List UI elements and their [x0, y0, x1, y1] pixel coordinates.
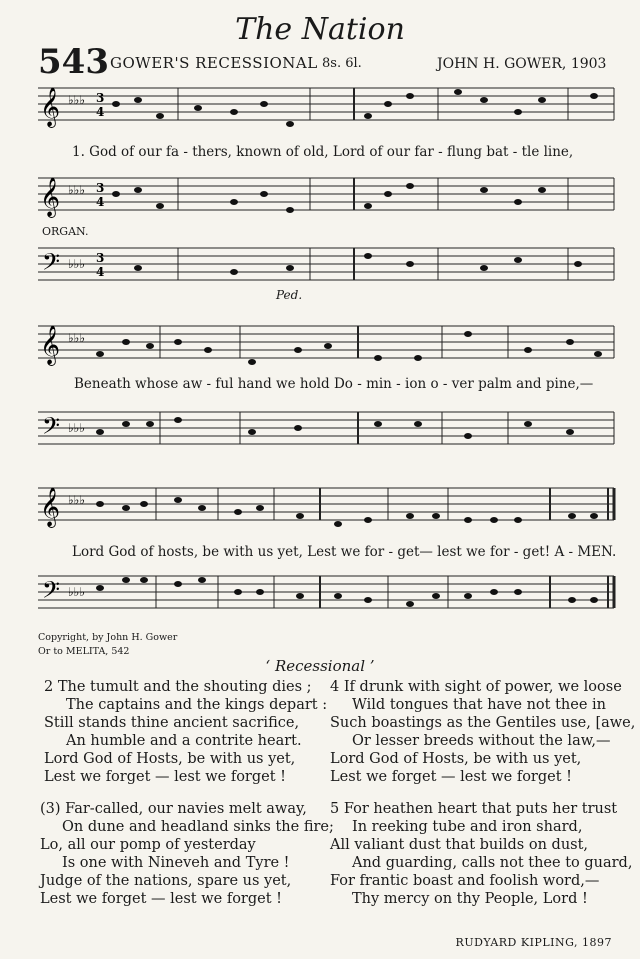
tune-name: GOWER'S RECESSIONAL: [110, 54, 318, 72]
stanza-3: [40, 800, 334, 908]
svg-text:𝄞: 𝄞: [40, 177, 61, 217]
system-1-organ-treble: [38, 177, 614, 218]
stanza-line: The captains and the kings depart :: [66, 697, 328, 713]
copyright-note: Copyright, by John H. Gower: [38, 632, 178, 643]
pedal-label: Ped.: [276, 288, 303, 302]
stanza-4: [330, 678, 636, 786]
meter: 8s. 6l.: [322, 56, 362, 71]
system-1-treble: [38, 87, 614, 128]
lyrics-line-2: Beneath whose aw - ful hand we hold Do - min - ion o - ver palm and pine,—: [74, 376, 594, 392]
stanza-line: Lest we forget — lest we forget !: [44, 769, 286, 785]
stanza-line: All valiant dust that builds on dust,: [330, 837, 589, 853]
stanza-line: Judge of the nations, spare us yet,: [40, 873, 292, 889]
svg-text:♭♭♭: ♭♭♭: [68, 421, 85, 435]
svg-text:4: 4: [96, 105, 105, 119]
svg-text:𝄞: 𝄞: [40, 325, 61, 365]
lyrics-line-1: 1. God of our fa - thers, known of old, Lord of our far - flung bat - tle line,: [72, 144, 574, 160]
system-2-bass: [38, 412, 614, 445]
hymn-number: 543: [38, 42, 109, 82]
stanza-line: Is one with Nineveh and Tyre !: [62, 855, 290, 871]
stanza-line: Lord God of Hosts, be with us yet,: [44, 751, 296, 767]
svg-text:♭♭♭: ♭♭♭: [68, 331, 85, 345]
stanza-line: For frantic boast and foolish word,—: [330, 873, 600, 889]
stanza-line: Or lesser breeds without the law,—: [352, 733, 611, 749]
stanza-line: And guarding, calls not thee to guard,: [352, 855, 633, 871]
svg-text:♭♭♭: ♭♭♭: [68, 183, 85, 197]
stanza-line: 5 For heathen heart that puts her trust: [330, 801, 618, 817]
system-3-treble: [38, 487, 614, 528]
svg-text:4: 4: [96, 195, 105, 209]
stanza-line: Thy mercy on thy People, Lord !: [352, 891, 588, 907]
svg-text:𝄞: 𝄞: [40, 487, 61, 527]
stanza-2: [44, 678, 328, 786]
lyrics-line-3: Lord God of hosts, be with us yet, Lest we for - get— lest we for - get! A - MEN.: [72, 544, 617, 560]
svg-text:♭♭♭: ♭♭♭: [68, 93, 85, 107]
svg-text:𝄢: 𝄢: [42, 576, 61, 609]
poem-attribution: RUDYARD KIPLING, 1897: [455, 936, 612, 949]
system-3-bass: [38, 576, 614, 609]
stanza-5: [330, 800, 633, 908]
stanza-line: Still stands thine ancient sacrifice,: [44, 715, 300, 731]
system-2-treble: [38, 325, 614, 366]
svg-text:𝄞: 𝄞: [40, 87, 61, 127]
svg-text:𝄢: 𝄢: [42, 248, 61, 281]
stanza-line: Lest we forget — lest we forget !: [40, 891, 282, 907]
poem-title: ‘ Recessional ’: [265, 657, 375, 675]
svg-text:4: 4: [96, 265, 105, 279]
stanza-line: Lo, all our pomp of yesterday: [40, 837, 256, 853]
svg-text:3: 3: [96, 91, 105, 105]
svg-text:♭♭♭: ♭♭♭: [68, 493, 85, 507]
stanza-line: Wild tongues that have not thee in: [352, 697, 606, 713]
svg-text:𝄢: 𝄢: [42, 412, 61, 445]
stanza-line: On dune and headland sinks the fire;: [62, 819, 334, 835]
stanza-line: 2 The tumult and the shouting dies ;: [44, 679, 312, 695]
stanza-line: 4 If drunk with sight of power, we loose: [330, 679, 622, 695]
page-title: The Nation: [235, 12, 405, 47]
system-1-bass: [38, 248, 614, 281]
composer: JOHN H. GOWER, 1903: [437, 56, 607, 72]
organ-label: ORGAN.: [42, 225, 89, 238]
svg-text:♭♭♭: ♭♭♭: [68, 585, 85, 599]
svg-text:3: 3: [96, 251, 105, 265]
svg-text:3: 3: [96, 181, 105, 195]
stanza-line: Such boastings as the Gentiles use, [awe,: [330, 715, 636, 731]
stanza-line: Lest we forget — lest we forget !: [330, 769, 572, 785]
svg-text:♭♭♭: ♭♭♭: [68, 257, 85, 271]
alternate-tune-note: Or to MELITA, 542: [38, 646, 130, 657]
stanza-line: Lord God of Hosts, be with us yet,: [330, 751, 582, 767]
stanza-line: (3) Far-called, our navies melt away,: [40, 801, 307, 817]
stanza-line: An humble and a contrite heart.: [66, 733, 302, 749]
stanza-line: In reeking tube and iron shard,: [352, 819, 583, 835]
